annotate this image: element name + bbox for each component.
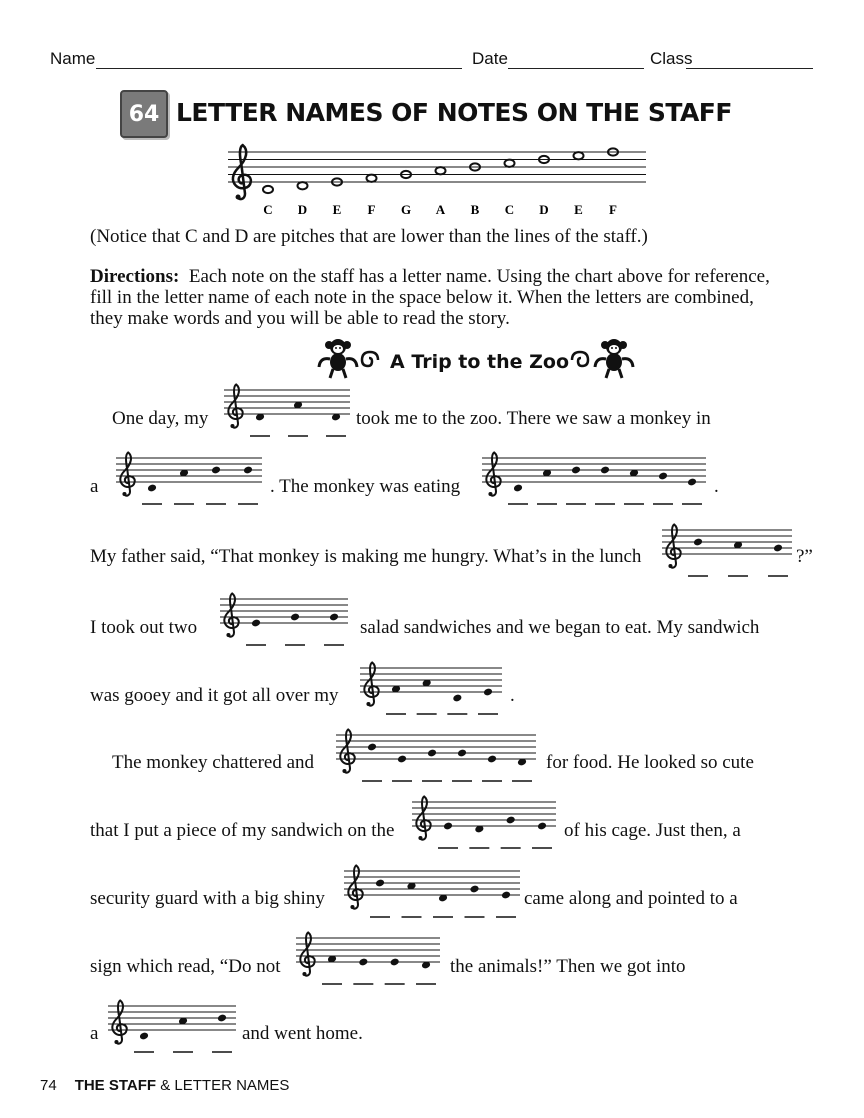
note-letter-label: E [574,202,583,217]
quarter-note [211,466,221,475]
quarter-note [397,755,407,764]
quiz-staff[interactable] [482,454,706,512]
directions-line-3: they make words and you will be able to read the story. [90,308,510,329]
quarter-note [658,472,668,481]
date-label: Date [472,49,508,68]
quarter-note [571,466,581,475]
quiz-staff[interactable] [662,526,792,584]
quarter-note [501,891,511,900]
story-text: I took out two [90,617,198,638]
treble-clef-icon [120,452,134,496]
page-title: LETTER NAMES OF NOTES ON THE STAFF [176,98,732,127]
monkey-icon [316,337,362,379]
quarter-note [452,694,462,703]
quiz-staff[interactable] [224,386,350,444]
quarter-note [483,688,493,697]
treble-clef-icon [228,384,242,428]
story-text: was gooey and it got all over my [90,685,339,706]
story-text: sign which read, “Do not [90,956,281,977]
treble-clef-icon [486,452,500,496]
quarter-note [358,958,368,967]
note-letter-label: C [263,202,273,217]
quarter-note [513,484,523,493]
quarter-note [147,484,157,493]
quarter-note [693,538,703,547]
story-title: A Trip to the Zoo [390,351,570,373]
story-text: . [510,685,515,706]
treble-clef-icon [112,1000,126,1044]
story-text: took me to the zoo. There we saw a monkey in [356,408,711,429]
story-text: a [90,1023,99,1044]
quarter-note [773,544,783,553]
treble-clef-icon [340,729,354,773]
footer-section-bold: THE STAFF [74,1077,157,1094]
directions-line-1 [90,266,770,287]
treble-clef-icon [364,662,378,706]
monkey-icon [590,337,636,379]
quiz-staff[interactable] [360,664,502,722]
quiz-staff[interactable] [116,454,262,512]
note-letter-label: F [609,202,617,217]
class-label: Class [650,49,693,68]
story-text: came along and pointed to a [524,888,738,909]
story-text: . The monkey was eating [270,476,461,497]
quarter-note [367,743,377,752]
quarter-note [457,749,467,758]
story-text: of his cage. Just then, a [564,820,741,841]
quiz-staff[interactable] [108,1002,236,1060]
quiz-staff[interactable] [336,731,536,789]
quiz-staff[interactable] [412,798,556,856]
class-field[interactable] [686,68,813,69]
quarter-note [375,879,385,888]
quiz-staff[interactable] [220,595,348,653]
directions-line-2: fill in the letter name of each note in the space below it. When the letters are combined, [90,287,754,308]
story-text: and went home. [242,1023,363,1044]
story-text: The monkey chattered and [112,752,315,773]
whole-note [367,175,377,182]
directions-text-1: Each note on the staff has a letter name. Using the chart above for reference, [188,266,770,287]
treble-clef-icon [300,932,314,976]
story-text: security guard with a big shiny [90,888,325,909]
quarter-note [600,466,610,475]
quarter-note [290,613,300,622]
note-letter-label: G [400,202,412,217]
story-text: salad sandwiches and we began to eat. My sandwich [360,617,760,638]
page-number: 74 [40,1077,57,1094]
treble-clef-icon [416,796,430,840]
quiz-staff[interactable] [296,934,440,992]
quarter-note [139,1032,149,1041]
quarter-note [469,885,479,894]
treble-clef-icon [666,524,680,568]
whole-note [574,152,584,159]
name-label: Name [50,49,96,68]
story-text: My father said, “That monkey is making me hungry. What’s in the lunch [90,546,642,567]
quarter-note [443,822,453,831]
footer [40,1077,289,1095]
story-text: that I put a piece of my sandwich on the [90,820,395,841]
story-text: for food. He looked so cute [546,752,754,773]
treble-clef-icon [348,865,362,909]
reference-staff-chart [228,146,648,216]
quarter-note [487,755,497,764]
notice-text: (Notice that C and D are pitches that are lower than the lines of the staff.) [90,226,648,247]
story-text: a [90,476,99,497]
quarter-note [537,822,547,831]
note-letter-label: C [504,202,515,217]
story-text: . [714,476,719,497]
treble-clef-icon [224,593,238,637]
footer-section-rest: & LETTER NAMES [156,1077,290,1094]
treble-clef-icon [233,145,251,199]
whole-note [505,160,515,167]
whole-note [263,186,273,193]
note-letter-label: D [297,202,308,217]
story-text: ?” [796,546,813,567]
name-field[interactable] [96,68,462,69]
quiz-staff[interactable] [344,867,520,925]
quarter-note [217,1014,227,1023]
note-letter-label: F [367,202,376,217]
quarter-note [427,749,437,758]
note-letter-label: E [332,202,342,217]
quarter-note [243,466,253,475]
quarter-note [390,958,400,967]
quarter-note [506,816,516,825]
note-letter-label: D [539,202,549,217]
whole-note [436,167,446,174]
quarter-note [251,619,261,628]
lesson-number-badge: 64 [120,90,168,138]
swirl-icon [358,350,380,370]
story-text: One day, my [112,408,209,429]
note-letter-label: A [435,202,446,217]
date-field[interactable] [508,68,644,69]
quarter-note [329,613,339,622]
swirl-icon [570,350,592,370]
whole-note [298,182,308,189]
quarter-note [687,478,697,487]
note-letter-label: B [470,202,480,217]
story-text: the animals!” Then we got into [450,956,686,977]
directions-label: Directions: [90,266,180,287]
